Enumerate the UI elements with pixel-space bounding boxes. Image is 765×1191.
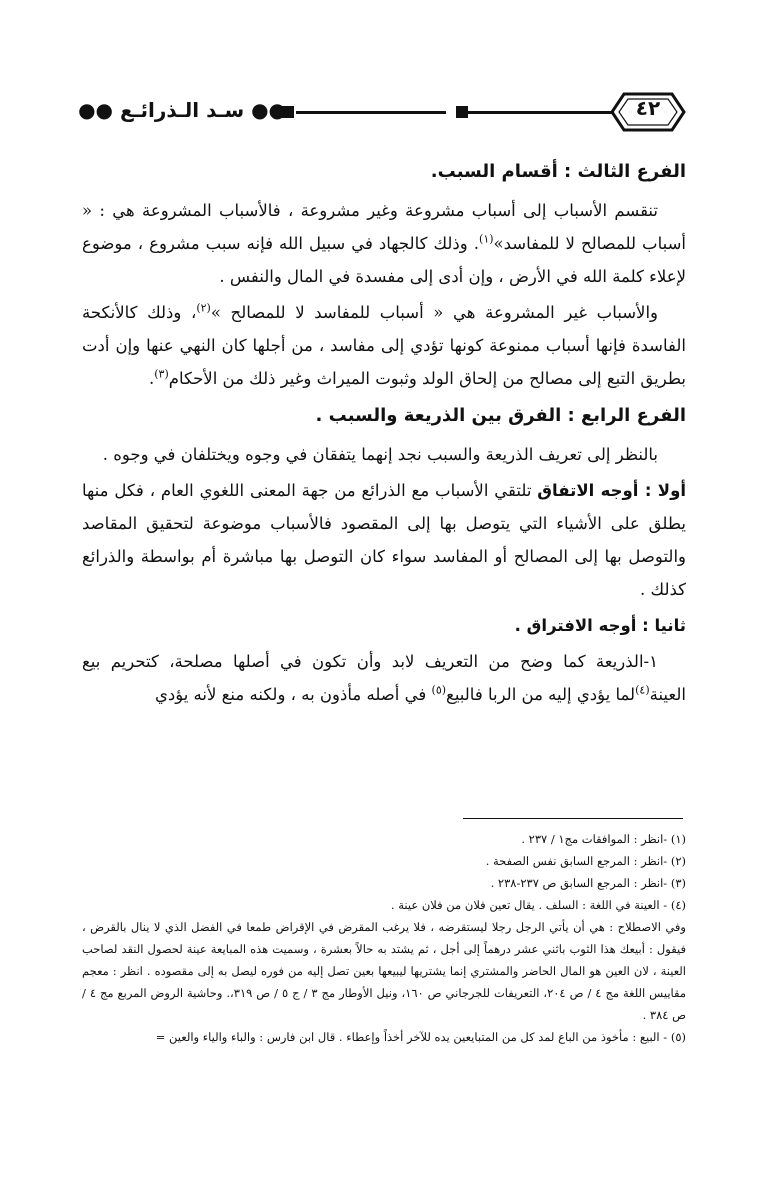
paragraph-text: والأسباب غير المشروعة هي « أسباب للمفاسد لا للمصالح » [210,303,659,322]
footnote-ref-3: (٣) [154,367,169,381]
footnote-4-continued: وفي الاصطلاح : هي أن يأتي الرجل رجلا ليستقرضه ، فلا يرغب المقرض في الإقراض طمعا في الفضل الذي لا ينال بالقرض ، فيقول : أبيعك هذا الثوب باثني عشر درهماً إلى أجل ، ثم يشتد به حالاً بعشرة ، وسميت هذه المبايعة عينة لحصول النقد لصاحب العينة ، لان العين هو المال الحاضر والمشتري إنما يشتريها ليبيعها بعين تصل إليه من فوره ليصل به إلى مقصوده . انظر : معجم مقاييس اللغة مج ٤ / ص ٢٠٤، التعريفات للجرجاني ص ١٦٠، ونيل الأوطار مج ٣ / ج ٥ / ص ٣١٩،. وحاشية الروض المربع مج ٤ / ص ٣٨٤ . [82,920,686,1022]
footnote-5: (٥) - البيع : مأخوذ من الباع لمد كل من المتبايعين يده للآخر أخذاً وإعطاء . قال ابن فارس : والباء والياء والعين = [155,1030,686,1044]
running-header [78,90,686,144]
label-agreement: أولا : أوجه الاتفاق [537,481,686,500]
running-title-text: سـد الـذرائـع [119,98,245,122]
footnote-1: (١) -انظر : الموافقات مج١ / ٢٣٧ . [521,832,686,846]
footnote-ref-2: (٢) [196,301,211,315]
footnote-ref-4: (٤) [635,683,650,697]
footnote-4: (٤) - العينة في اللغة : السلف . يقال تعين فلان من فلان عينة . [390,898,686,912]
header-rule-middle [296,111,446,114]
section-heading-causes-division: الفرع الثالث : أقسام السبب. [430,161,686,182]
footnotes [82,828,686,1048]
footnote-2: (٢) -انظر : المرجع السابق نفس الصفحة . [485,854,686,868]
running-title [78,98,286,122]
paragraph-agreement [82,474,686,606]
page-number: ٤٢ [635,96,661,120]
paragraph-text: تلتقي الأسباب مع الذرائع من جهة المعنى اللغوي العام ، فكل منها يطلق على الأشياء التي يتوصل بها إلى المقصود فالأسباب موضوعة لتحقيق المقاصد والتوصل بها إلى المصالح أو المفاسد سواء كان التوصل بها مباشرة أم بواسطة والذرائع كذلك . [82,481,686,599]
paragraph-difference-1 [82,645,686,711]
footnote-ref-1: (١) [479,232,494,246]
footnote-ref-5: (٥) [431,683,447,697]
paragraph-text: ١-الذريعة كما وضح من التعريف لابد وأن تكون في أصلها مصلحة، كتحريم بيع العينة [82,652,686,704]
paragraph-lawful-causes [82,194,686,293]
paragraph-unlawful-causes [82,296,686,395]
footnote-separator [463,818,683,819]
section-heading-difference: الفرع الرابع : الفرق بين الذريعة والسبب . [315,405,686,426]
paragraph-text: . وذلك كالجهاد في سبيل الله فإنه سبب مشروع ، موضوع لإعلاء كلمة الله في الأرض ، وإن أدى إلى مفسدة في المال والنفس . [82,234,686,286]
dots-ornament-icon: ●● [244,98,286,122]
paragraph-text: في أصله مأذون به ، ولكنه منع لأنه يؤدي [154,685,432,704]
paragraph-text: تنقسم الأسباب إلى أسباب مشروعة وغير مشروعة ، فالأسباب المشروعة هي : « أسباب للمصالح لا للمفاسد» [82,201,686,253]
main-text [82,152,686,714]
paragraph-comparison: بالنظر إلى تعريف الذريعة والسبب نجد إنهما يتفقان في وجوه ويختلفان في وجوه . [102,445,658,464]
paragraph-text: ، وذلك كالأنكحة الفاسدة فإنها أسباب ممنوعة كونها تؤدي إلى مفاسد ، من أجلها كان النهي عنها وإن أدت بطريق التبع إلى مصالح من إلحاق الولد وثبوت الميراث وغير ذلك من الأحكام [82,303,686,388]
header-square-right [456,106,468,118]
header-rule-right [459,111,614,114]
label-difference: ثانيا : أوجه الافتراق . [514,616,686,635]
dots-ornament-icon: ●● [78,98,120,122]
footnote-3: (٣) -انظر : المرجع السابق ص ٢٣٧-٢٣٨ . [490,876,686,890]
paragraph-text: . [148,369,155,388]
paragraph-text: لما يؤدي إليه من الربا فالبيع [446,685,636,704]
